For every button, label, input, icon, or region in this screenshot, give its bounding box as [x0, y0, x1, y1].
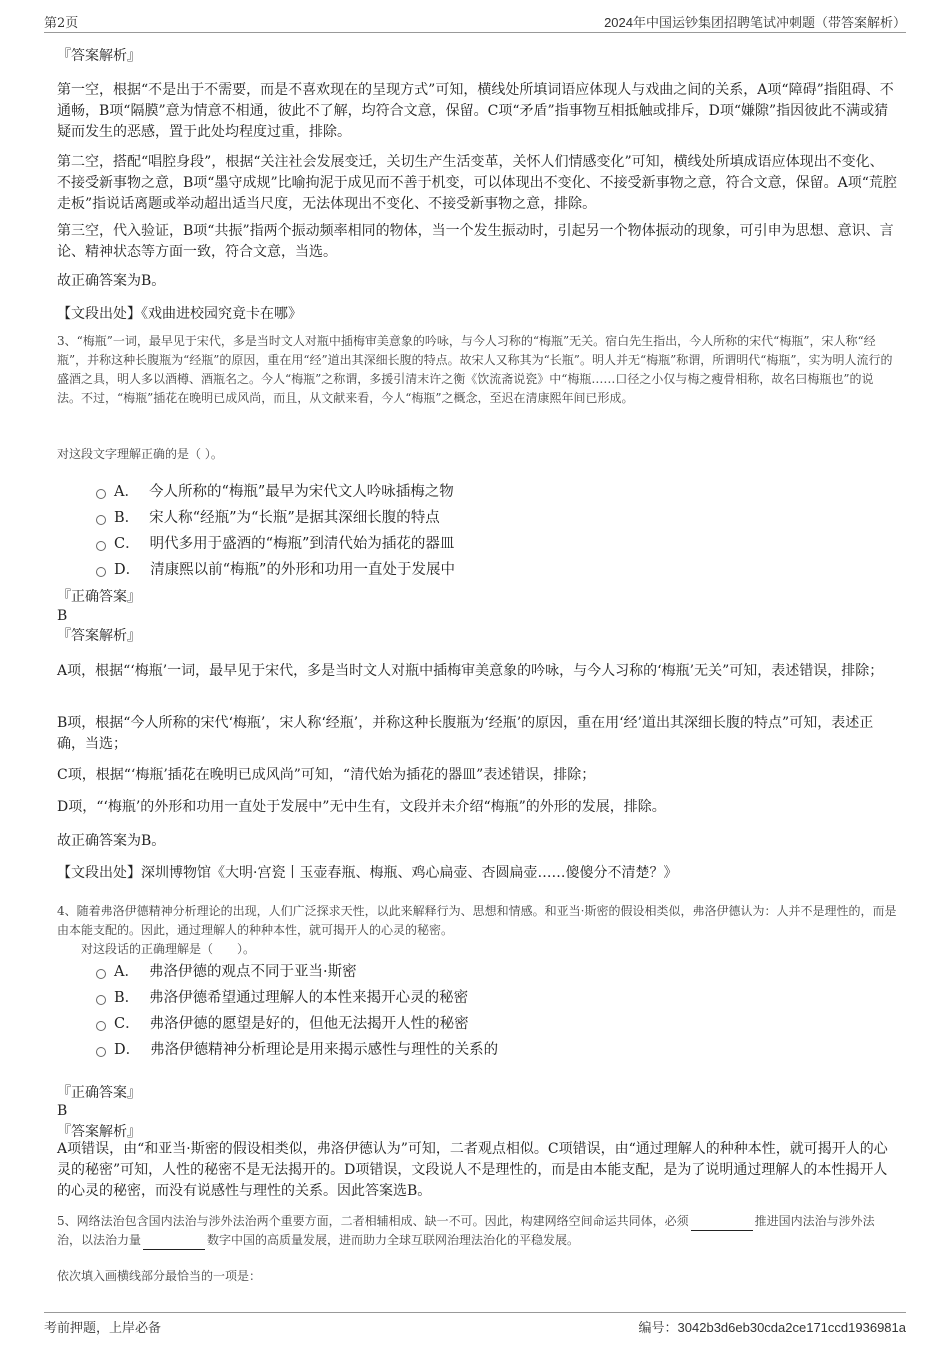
option-text: 清康熙以前“梅瓶”的外形和功用一直处于发展中: [150, 562, 455, 578]
radio-icon[interactable]: [96, 1021, 106, 1031]
footer-slogan: 考前押题，上岸必备: [44, 1321, 162, 1336]
answer-label: 『正确答案』: [57, 1085, 141, 1101]
option-letter: A．: [114, 484, 139, 500]
option-c[interactable]: [96, 1014, 469, 1034]
answer-blank: [691, 1216, 753, 1231]
analysis-paragraph: B项，根据“今人所称的宋代‘梅瓶’，宋人称‘经瓶’，并称这种长腹瓶为‘经瓶’的原因，重在用‘经’道出其深细长腹的特点”可知，表述正确，当选；: [57, 715, 874, 752]
correct-answer: B: [57, 1103, 68, 1119]
option-d[interactable]: [96, 560, 455, 580]
question-stem: 3、“梅瓶”一词，最早见于宋代，多是当时文人对瓶中插梅审美意象的吟咏，与今人习称的“梅瓶”无关。宿白先生指出，今人所称的宋代“梅瓶”，宋人称“经瓶”，并称这种长腹瓶为“经瓶”的原因，重在用“经”道出其深细长腹的特点。故宋人又称其为“长瓶”。明人并无“梅瓶”称谓，所谓明代“梅瓶”，实为明人流行的盛酒之具，明人多以酒樽、酒瓶名之。今人“梅瓶”之称谓，多援引清末许之衡《饮流斋说瓷》中“梅瓶……口径之小仅与梅之瘦骨相称，故名曰梅瓶也”的说法。不过，“梅瓶”插花在晚明已成风尚，而且，从文献来看，今人“梅瓶”之概念，至迟在清康熙年间已形成。: [57, 334, 893, 405]
passage-source: 【文段出处】深圳博物馆《大明·宫瓷丨玉壶春瓶、梅瓶、鸡心扁壶、杏圆扁壶……傻傻分不清楚？》: [57, 865, 678, 881]
option-a[interactable]: [96, 482, 454, 502]
analysis-label: 『答案解析』: [57, 1124, 141, 1140]
question-prompt: 对这段话的正确理解是（ ）。: [81, 942, 256, 956]
question-stem: 4、随着弗洛伊德精神分析理论的出现，人们广泛探求天性，以此来解释行为、思想和情感。和亚当·斯密的假设相类似，弗洛伊德认为：人并不是理性的，而是由本能支配的。因此，通过理解人的种种本性，就可揭开人的心灵的秘密。: [57, 904, 897, 937]
option-letter: C．: [114, 1016, 140, 1032]
option-text: 弗洛伊德希望通过理解人的本性来揭开心灵的秘密: [149, 990, 469, 1006]
option-letter: A．: [114, 964, 139, 980]
analysis-paragraph: 第二空，搭配“唱腔身段”，根据“关注社会发展变迁，关切生产生活变革，关怀人们情感变化”可知，横线处所填成语应体现出不变化、不接受新事物之意，B项“墨守成规”比喻拘泥于成见而不善于机变，可以体现出不变化、不接受新事物之意，符合文意，保留。A项“荒腔走板”指说话离题或举动超出适当尺度，无法体现出不变化、不接受新事物之意，排除。: [57, 154, 897, 212]
radio-icon[interactable]: [96, 541, 106, 551]
page-number: 第2页: [44, 16, 79, 31]
radio-icon[interactable]: [96, 1047, 106, 1057]
stem-part: 5、网络法治包含国内法治与涉外法治两个重要方面，二者相辅相成、缺一不可。因此，构建网络空间命运共同体，必须: [57, 1214, 689, 1228]
stem-part: 推进国内法治与涉外法治，以法治力量: [57, 1214, 875, 1247]
stem-part: 数字中国的高质量发展，进而助力全球互联网治理法治化的平稳发展。: [207, 1233, 580, 1247]
radio-icon[interactable]: [96, 969, 106, 979]
option-letter: B．: [114, 510, 140, 526]
analysis-paragraph: D项，“‘梅瓶’的外形和功用一直处于发展中”无中生有，文段并未介绍“梅瓶”的外形的发展，排除。: [57, 799, 666, 815]
option-letter: C．: [114, 536, 140, 552]
answer-conclusion: 故正确答案为B。: [57, 833, 166, 849]
answer-blank: [143, 1235, 205, 1250]
option-text: 弗洛伊德的观点不同于亚当·斯密: [148, 964, 357, 980]
analysis-paragraph: 第三空，代入验证，B项“共振”指两个振动频率相同的物体，当一个发生振动时，引起另一个物体振动的现象，可引申为思想、意识、言论、精神状态等方面一致，符合文意，当选。: [57, 223, 894, 260]
option-text: 弗洛伊德的愿望是好的，但他无法揭开人性的秘密: [149, 1016, 469, 1032]
radio-icon[interactable]: [96, 567, 106, 577]
radio-icon[interactable]: [96, 995, 106, 1005]
radio-icon[interactable]: [96, 515, 106, 525]
option-text: 宋人称“经瓶”为“长瓶”是据其深细长腹的特点: [149, 510, 440, 526]
option-a[interactable]: [96, 962, 357, 982]
question-stem: [57, 1212, 897, 1250]
analysis-label: 『答案解析』: [57, 628, 141, 644]
option-letter: B．: [114, 990, 140, 1006]
answer-conclusion: 故正确答案为B。: [57, 273, 166, 289]
document-code: 编号：3042b3d6eb30cda2ce171ccd1936981a: [638, 1320, 906, 1335]
analysis-paragraph: A项，根据“‘梅瓶’一词，最早见于宋代，多是当时文人对瓶中插梅审美意象的吟咏，与今人习称的‘梅瓶’无关”可知，表述错误，排除；: [57, 663, 884, 679]
option-letter: D．: [114, 562, 141, 578]
question-prompt: 对这段文字理解正确的是（ ）。: [57, 447, 223, 461]
analysis-paragraph: A项错误，由“和亚当·斯密的假设相类似，弗洛伊德认为”可知，二者观点相似。C项错误，由“通过理解人的种种本性，就可揭开人的心灵的秘密”可知，人性的秘密不是无法揭开的。D项错误，文段说人不是理性的，而是由本能支配，是为了说明通过理解人的本性揭开人的心灵的秘密，而没有说感性与理性的关系。因此答案选B。: [57, 1141, 888, 1199]
analysis-paragraph: C项，根据“‘梅瓶’插花在晚明已成风尚”可知，“清代始为插花的器皿”表述错误，排除；: [57, 767, 596, 783]
answer-label: 『正确答案』: [57, 589, 141, 605]
option-b[interactable]: [96, 508, 440, 528]
option-text: 今人所称的“梅瓶”最早为宋代文人吟咏插梅之物: [148, 484, 454, 500]
question-prompt: 依次填入画横线部分最恰当的一项是：: [57, 1269, 262, 1283]
analysis-paragraph: 第一空，根据“不是出于不需要，而是不喜欢现在的呈现方式”可知，横线处所填词语应体现人与戏曲之间的关系，A项“障碍”指阻碍、不通畅，B项“隔膜”意为情意不相通，彼此不了解，均符合文意，保留。C项“矛盾”指事物互相抵触或排斥，D项“嫌隙”指因彼此不满或猜疑而发生的恶感，置于此处均程度过重，排除。: [57, 82, 894, 140]
page-footer: [44, 1312, 906, 1343]
option-text: 明代多用于盛酒的“梅瓶”到清代始为插花的器皿: [149, 536, 455, 552]
option-letter: D．: [114, 1042, 141, 1058]
page-header: [44, 0, 906, 33]
option-c[interactable]: [96, 534, 454, 554]
passage-source: 【文段出处】《戏曲进校园究竟卡在哪》: [57, 306, 302, 322]
correct-answer: B: [57, 608, 68, 624]
option-text: 弗洛伊德精神分析理论是用来揭示感性与理性的关系的: [150, 1042, 499, 1058]
radio-icon[interactable]: [96, 489, 106, 499]
option-b[interactable]: [96, 988, 468, 1008]
option-d[interactable]: [96, 1040, 498, 1060]
document-title: 2024年中国运钞集团招聘笔试冲刺题（带答案解析）: [604, 15, 906, 30]
analysis-label: 『答案解析』: [57, 48, 141, 64]
